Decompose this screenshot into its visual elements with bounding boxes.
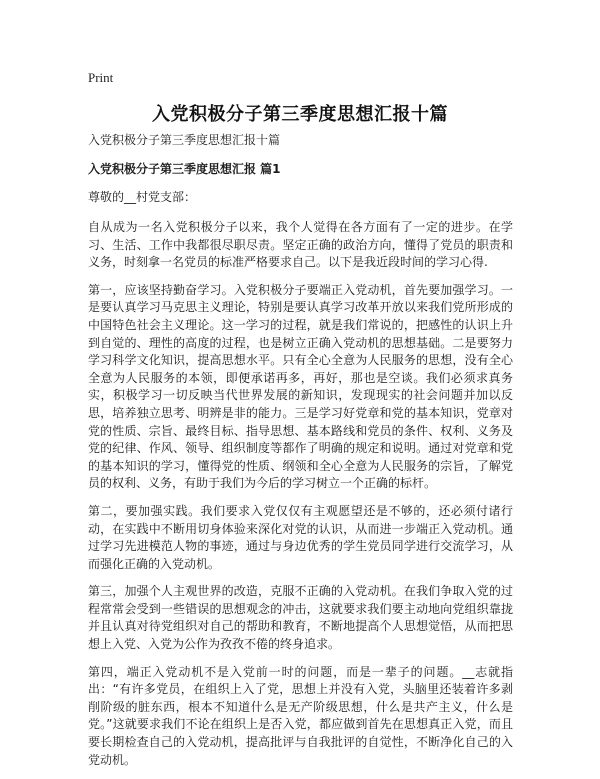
document-body — [88, 131, 513, 779]
paragraph-intro: 自从成为一名入党积极分子以来，我个人觉得在各方面有了一定的进步。在学习、生活、工作中我都很尽职尽责。坚定正确的政治方向，懂得了党员的职责和义务，时刻拿一名党员的标准严格要求自己。以下是我近段时间的学习心得. — [88, 220, 513, 270]
paragraph-third-point: 第三，加强个人主观世界的改造，克服不正确的入党动机。在我们争取入党的过程常常会受到一些错误的思想观念的冲击，这就要求我们要主动地向党组织靠拢并且认真对待党组织对自己的帮助和教育，不断地提高个人思想觉悟，从而把思想上入党、入党为公作为孜孜不倦的终身追求。 — [88, 584, 513, 652]
paragraph-first-point: 第一，应该坚持勤奋学习。入党积极分子要端正入党动机，首先要加强学习。一是要认真学习马克思主义理论，特别是要认真学习改革开放以来我们党所形成的中国特色社会主义理论。这一学习的过程，就是我们常说的，把感性的认识上升到自觉的、理性的高度的过程，也是树立正确入党动机的思想基础。二是要努力学习科学文化知识，提高思想水平。只有全心全意为人民服务的思想，没有全心全意为人民服务的本领，即便承诺再多，再好，那也是空谈。我们必须求真务实，积极学习一切反映当代世界发展的新知识，发现现实的社会问题并加以反思，培养独立思考、明辨是非的能力。三是学习好党章和党的基本知识，党章对党的性质、宗旨、最终目标、指导思想、基本路线和党员的条件、权利、义务及党的纪律、作风、领导、组织制度等都作了明确的规定和说明。通过对党章和党的基本知识的学习，懂得党的性质、纲领和全心全意为人民服务的宗旨，了解党员的权利、义务，有助于我们为今后的学习树立一个正确的标杆。 — [88, 282, 513, 491]
document-subtitle: 入党积极分子第三季度思想汇报十篇 — [88, 133, 281, 147]
salutation: 尊敬的__村党支部： — [88, 190, 197, 204]
print-label: Print — [88, 70, 114, 85]
page-title: 入党积极分子第三季度思想汇报十篇 — [152, 104, 448, 125]
section-heading: 入党积极分子第三季度思想汇报 篇1 — [88, 162, 281, 176]
paragraph-second-point: 第二，要加强实践。我们要求入党仅仅有主观愿望还是不够的，还必须付诸行动，在实践中不断用切身体验来深化对党的认识，从而进一步端正入党动机。通过学习先进模范人物的事迹，通过与身边优秀的学生党员同学进行交流学习，从而强化正确的入党动机。 — [88, 503, 513, 571]
paragraph-fourth-point: 第四，端正入党动机不是入党前一时的问题，而是一辈子的问题。__志就指出：“有许多党员，在组织上入了党，思想上并没有入党，头脑里还装着许多剥削阶级的脏东西，根本不知道什么是无产阶级思想，什么是共产主义，什么是党。”这就要求我们不论在组织上是否入党，都应做到首先在思想真正入党，而且要长期检查自己的入党动机，提高批评与自我批评的自觉性，不断净化自己的入党动机。 — [88, 664, 513, 767]
